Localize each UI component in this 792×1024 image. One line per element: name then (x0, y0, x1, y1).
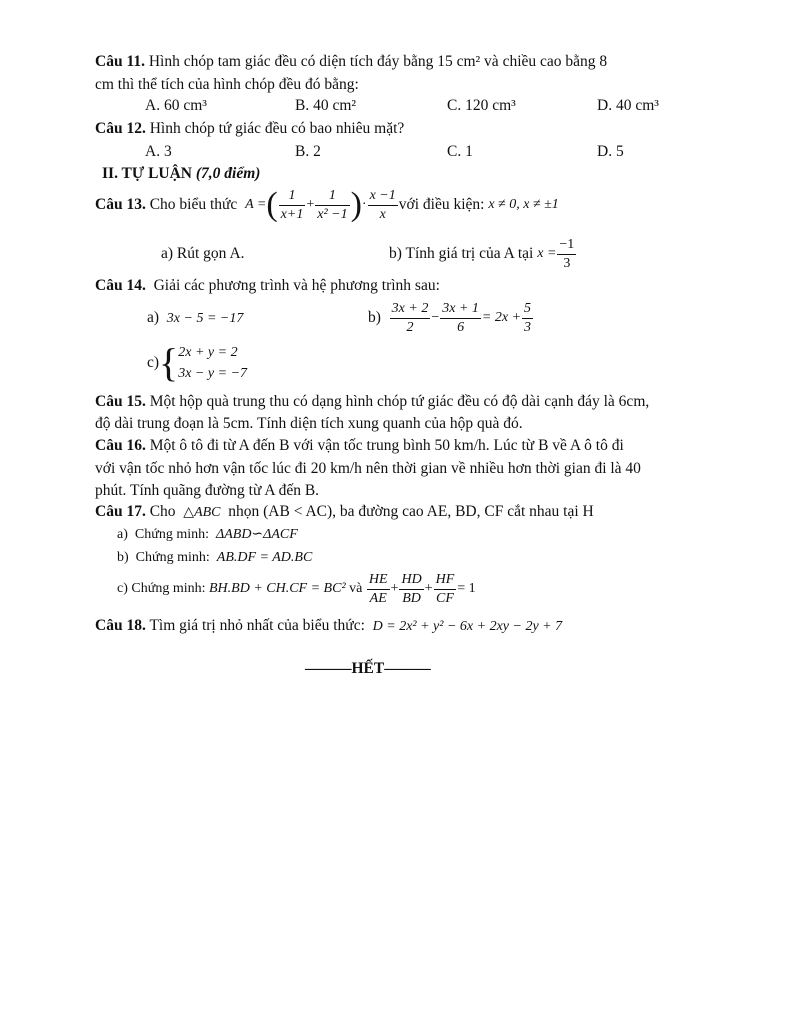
q12-option-b: B. 2 (295, 143, 321, 160)
q17-c-fraction-1 (367, 571, 390, 608)
q17-intro: Cho (149, 503, 176, 520)
q17-c-plus1: + (390, 581, 399, 596)
q17-c-label: c) (117, 581, 128, 596)
q15-label: Câu 15. (95, 393, 146, 410)
q18-label: Câu 18. (95, 617, 146, 634)
q18-text: Tìm giá trị nhỏ nhất của biểu thức: (149, 617, 365, 634)
q13-paren-open: ( (266, 186, 278, 223)
q17-triangle: △ABC (183, 505, 221, 520)
q13-plus: + (306, 197, 315, 212)
q13-part-b-den: 3 (563, 255, 571, 271)
q14-b-f3-den: 3 (524, 319, 532, 335)
q13-f1-num: 1 (279, 187, 306, 206)
end-marker: ———HẾT——— (305, 660, 431, 677)
q13-intro: Cho biểu thức (149, 196, 238, 213)
q13-paren-close: ) (350, 186, 362, 223)
q17-part-b (117, 548, 312, 568)
q14-part-b-label: b) (368, 309, 381, 326)
q14-b-f1-num: 3x + 2 (390, 300, 431, 319)
q13-fraction-2 (315, 187, 349, 224)
q14-part-a (147, 308, 243, 329)
q13-f1-den: x+1 (280, 206, 304, 222)
q13-line (95, 184, 559, 226)
q12-text: Hình chóp tứ giác đều có bao nhiêu mặt? (149, 120, 405, 137)
q17-c-f1-den: AE (369, 590, 387, 606)
q17-part-a (117, 525, 298, 545)
q17-c-f2-num: HD (399, 571, 423, 590)
q11-line1 (95, 52, 607, 72)
q17-text: nhọn (AB < AC), ba đường cao AE, BD, CF cắt nhau tại H (228, 503, 594, 520)
q14-b-f2-den: 6 (457, 319, 465, 335)
q14-b-fraction-2 (440, 300, 481, 337)
q14-part-c-label: c) (147, 354, 160, 371)
q17-a-label: a) (117, 527, 128, 542)
q14-part-a-eq: 3x − 5 = −17 (166, 311, 244, 326)
q11-text-line2: cm thì thể tích của hình chóp đều đó bằng: (95, 76, 359, 93)
q16-text-line1: Một ô tô đi từ A đến B với vận tốc trung bình 50 km/h. Lúc từ B về A ô tô đi (149, 437, 624, 454)
q13-part-b (389, 234, 577, 274)
q13-part-b-fraction (557, 236, 576, 273)
q14-text: Giải các phương trình và hệ phương trình sau: (153, 277, 440, 294)
q18-line (95, 616, 562, 637)
q17-c-fraction-2 (399, 571, 423, 608)
q17-b-text: Chứng minh: (135, 550, 210, 565)
q16-label: Câu 16. (95, 437, 146, 454)
q16-line1 (95, 436, 624, 456)
section-2-title: II. TỰ LUẬN (102, 165, 193, 182)
q14-b-f1-den: 2 (406, 319, 414, 335)
q12-label: Câu 12. (95, 120, 146, 137)
q17-c-and: và (349, 581, 363, 596)
q13-condition: x ≠ 0, x ≠ ±1 (488, 197, 559, 212)
q13-f2-den: x² −1 (317, 206, 348, 222)
q13-f2-num: 1 (315, 187, 349, 206)
q17-b-label: b) (117, 550, 129, 565)
q17-c-f3-den: CF (435, 590, 454, 606)
q17-c-text: Chứng minh: (131, 581, 206, 596)
q11-option-a: A. 60 cm³ (145, 97, 207, 114)
q12-option-a: A. 3 (145, 143, 172, 160)
q17-part-c (117, 568, 476, 610)
q17-c-fraction-3 (434, 571, 457, 608)
q11-option-c: C. 120 cm³ (447, 97, 516, 114)
q17-a-expr: ΔABD∽ΔACF (216, 527, 298, 542)
q12-option-d: D. 5 (597, 143, 624, 160)
q14-part-c (147, 340, 247, 386)
q14-b-minus: − (431, 310, 440, 325)
q17-c-f1-num: HE (367, 571, 390, 590)
q13-part-b-x: x = (537, 246, 557, 261)
q17-c-eq: = 1 (457, 581, 476, 596)
q14-c-eq2: 3x − y = −7 (178, 366, 248, 381)
section-2-points: (7,0 điểm) (195, 165, 261, 182)
q14-c-system (178, 342, 247, 384)
q15-line1 (95, 392, 649, 412)
q11-text-line1: Hình chóp tam giác đều có diện tích đáy bằng 15 cm² và chiều cao bằng 8 (148, 53, 608, 70)
q13-f3-den: x (379, 206, 386, 222)
q13-part-b-num: −1 (557, 236, 576, 255)
q14-b-fraction-3 (522, 300, 533, 337)
q12-line (95, 119, 404, 139)
q11-label: Câu 11. (95, 53, 145, 70)
q17-label: Câu 17. (95, 503, 146, 520)
q13-part-a: a) Rút gọn A. (161, 245, 245, 262)
q17-c-plus2: + (424, 581, 433, 596)
q14-c-brace: { (159, 340, 179, 385)
section-2-heading (102, 164, 260, 184)
q13-fraction-1 (279, 187, 306, 224)
q17-c-f3-num: HF (434, 571, 457, 590)
q17-a-text: Chứng minh: (134, 527, 209, 542)
q13-dot: · (361, 197, 367, 212)
q14-part-a-label: a) (147, 309, 160, 326)
q13-label: Câu 13. (95, 196, 146, 213)
q13-expr-lhs: A = (245, 197, 267, 212)
q16-text-line3: phút. Tính quãng đường từ A đến B. (95, 482, 320, 499)
q14-b-fraction-1 (390, 300, 431, 337)
q17-b-expr: AB.DF = AD.BC (216, 550, 313, 565)
q14-part-b (368, 298, 534, 338)
q12-option-c: C. 1 (447, 143, 473, 160)
q17-c-f2-den: BD (402, 590, 421, 606)
q13-fraction-3 (368, 187, 398, 224)
q11-option-d: D. 40 cm³ (597, 97, 659, 114)
q17-c-expr1: BH.BD + CH.CF = BC² (209, 581, 346, 596)
q17-line (95, 502, 594, 523)
q14-b-f3-num: 5 (522, 300, 533, 319)
q15-text-line2: độ dài trung đoạn là 5cm. Tính diện tích xung quanh của hộp quà đó. (95, 415, 523, 432)
q14-c-eq1: 2x + y = 2 (178, 345, 238, 360)
q11-option-b: B. 40 cm² (295, 97, 357, 114)
q16-text-line2: với vận tốc nhỏ hơn vận tốc lúc đi 20 km/h nên thời gian về nhiều hơn thời gian đi là 40 (95, 460, 641, 477)
q13-f3-num: x −1 (368, 187, 398, 206)
q13-part-b-text: b) Tính giá trị của A tại (389, 245, 534, 262)
q13-condition-text: với điều kiện: (398, 196, 485, 213)
q18-expr: D = 2x² + y² − 6x + 2xy − 2y + 7 (372, 619, 563, 634)
q14-b-f2-num: 3x + 1 (440, 300, 481, 319)
q14-line (95, 276, 440, 296)
q15-text-line1: Một hộp quà trung thu có dạng hình chóp tứ giác đều có độ dài cạnh đáy là 6cm, (149, 393, 650, 410)
q14-label: Câu 14. (95, 277, 146, 294)
q14-b-eq: = 2x + (481, 310, 522, 325)
